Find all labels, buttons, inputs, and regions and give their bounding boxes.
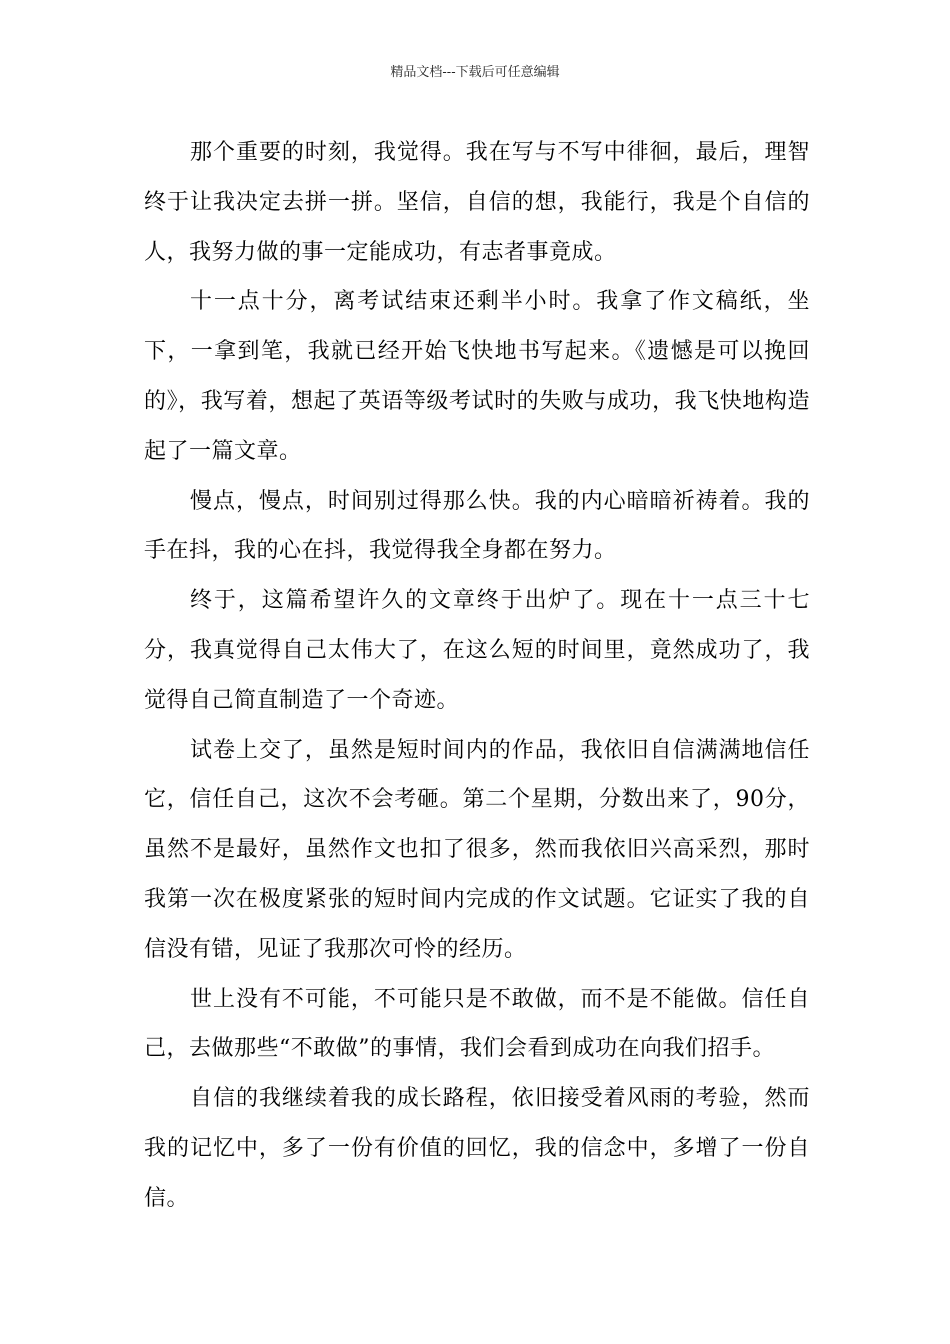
paragraph-3: 慢点，慢点，时间别过得那么快。我的内心暗暗祈祷着。我的手在抖，我的心在抖，我觉得我全身都在努力。 xyxy=(144,488,810,564)
paragraph-7: 自信的我继续着我的成长路程，依旧接受着风雨的考验，然而我的记忆中，多了一份有价值的回忆，我的信念中，多增了一份自信。 xyxy=(144,1086,810,1211)
page-header: 精品文档---下载后可任意编辑 xyxy=(390,65,560,80)
paragraph-2: 十一点十分，离考试结束还剩半小时。我拿了作文稿纸，坐下，一拿到笔，我就已经开始飞快地书写起来。《遗憾是可以挽回的》，我写着，想起了英语等级考试时的失败与成功，我飞快地构造起了一篇文章。 xyxy=(144,289,810,464)
paragraph-5: 试卷上交了，虽然是短时间内的作品，我依旧自信满满地信任它，信任自己，这次不会考砸。第二个星期，分数出来了，90分，虽然不是最好，虽然作文也扣了很多，然而我依旧兴高采烈，那时我第一次在极度紧张的短时间内完成的作文试题。它证实了我的自信没有错，见证了我那次可怜的经历。 xyxy=(144,737,810,962)
paragraph-6: 世上没有不可能，不可能只是不敢做，而不是不能做。信任自己，去做那些“不敢做”的事情，我们会看到成功在向我们招手。 xyxy=(144,986,810,1062)
paragraph-4: 终于，这篇希望许久的文章终于出炉了。现在十一点三十七分，我真觉得自己太伟大了，在这么短的时间里，竟然成功了，我觉得自己简直制造了一个奇迹。 xyxy=(144,588,810,713)
document-body xyxy=(144,128,810,1224)
paragraph-1: 那个重要的时刻，我觉得。我在写与不写中徘徊，最后，理智终于让我决定去拼一拼。坚信，自信的想，我能行，我是个自信的人，我努力做的事一定能成功，有志者事竟成。 xyxy=(144,140,810,265)
